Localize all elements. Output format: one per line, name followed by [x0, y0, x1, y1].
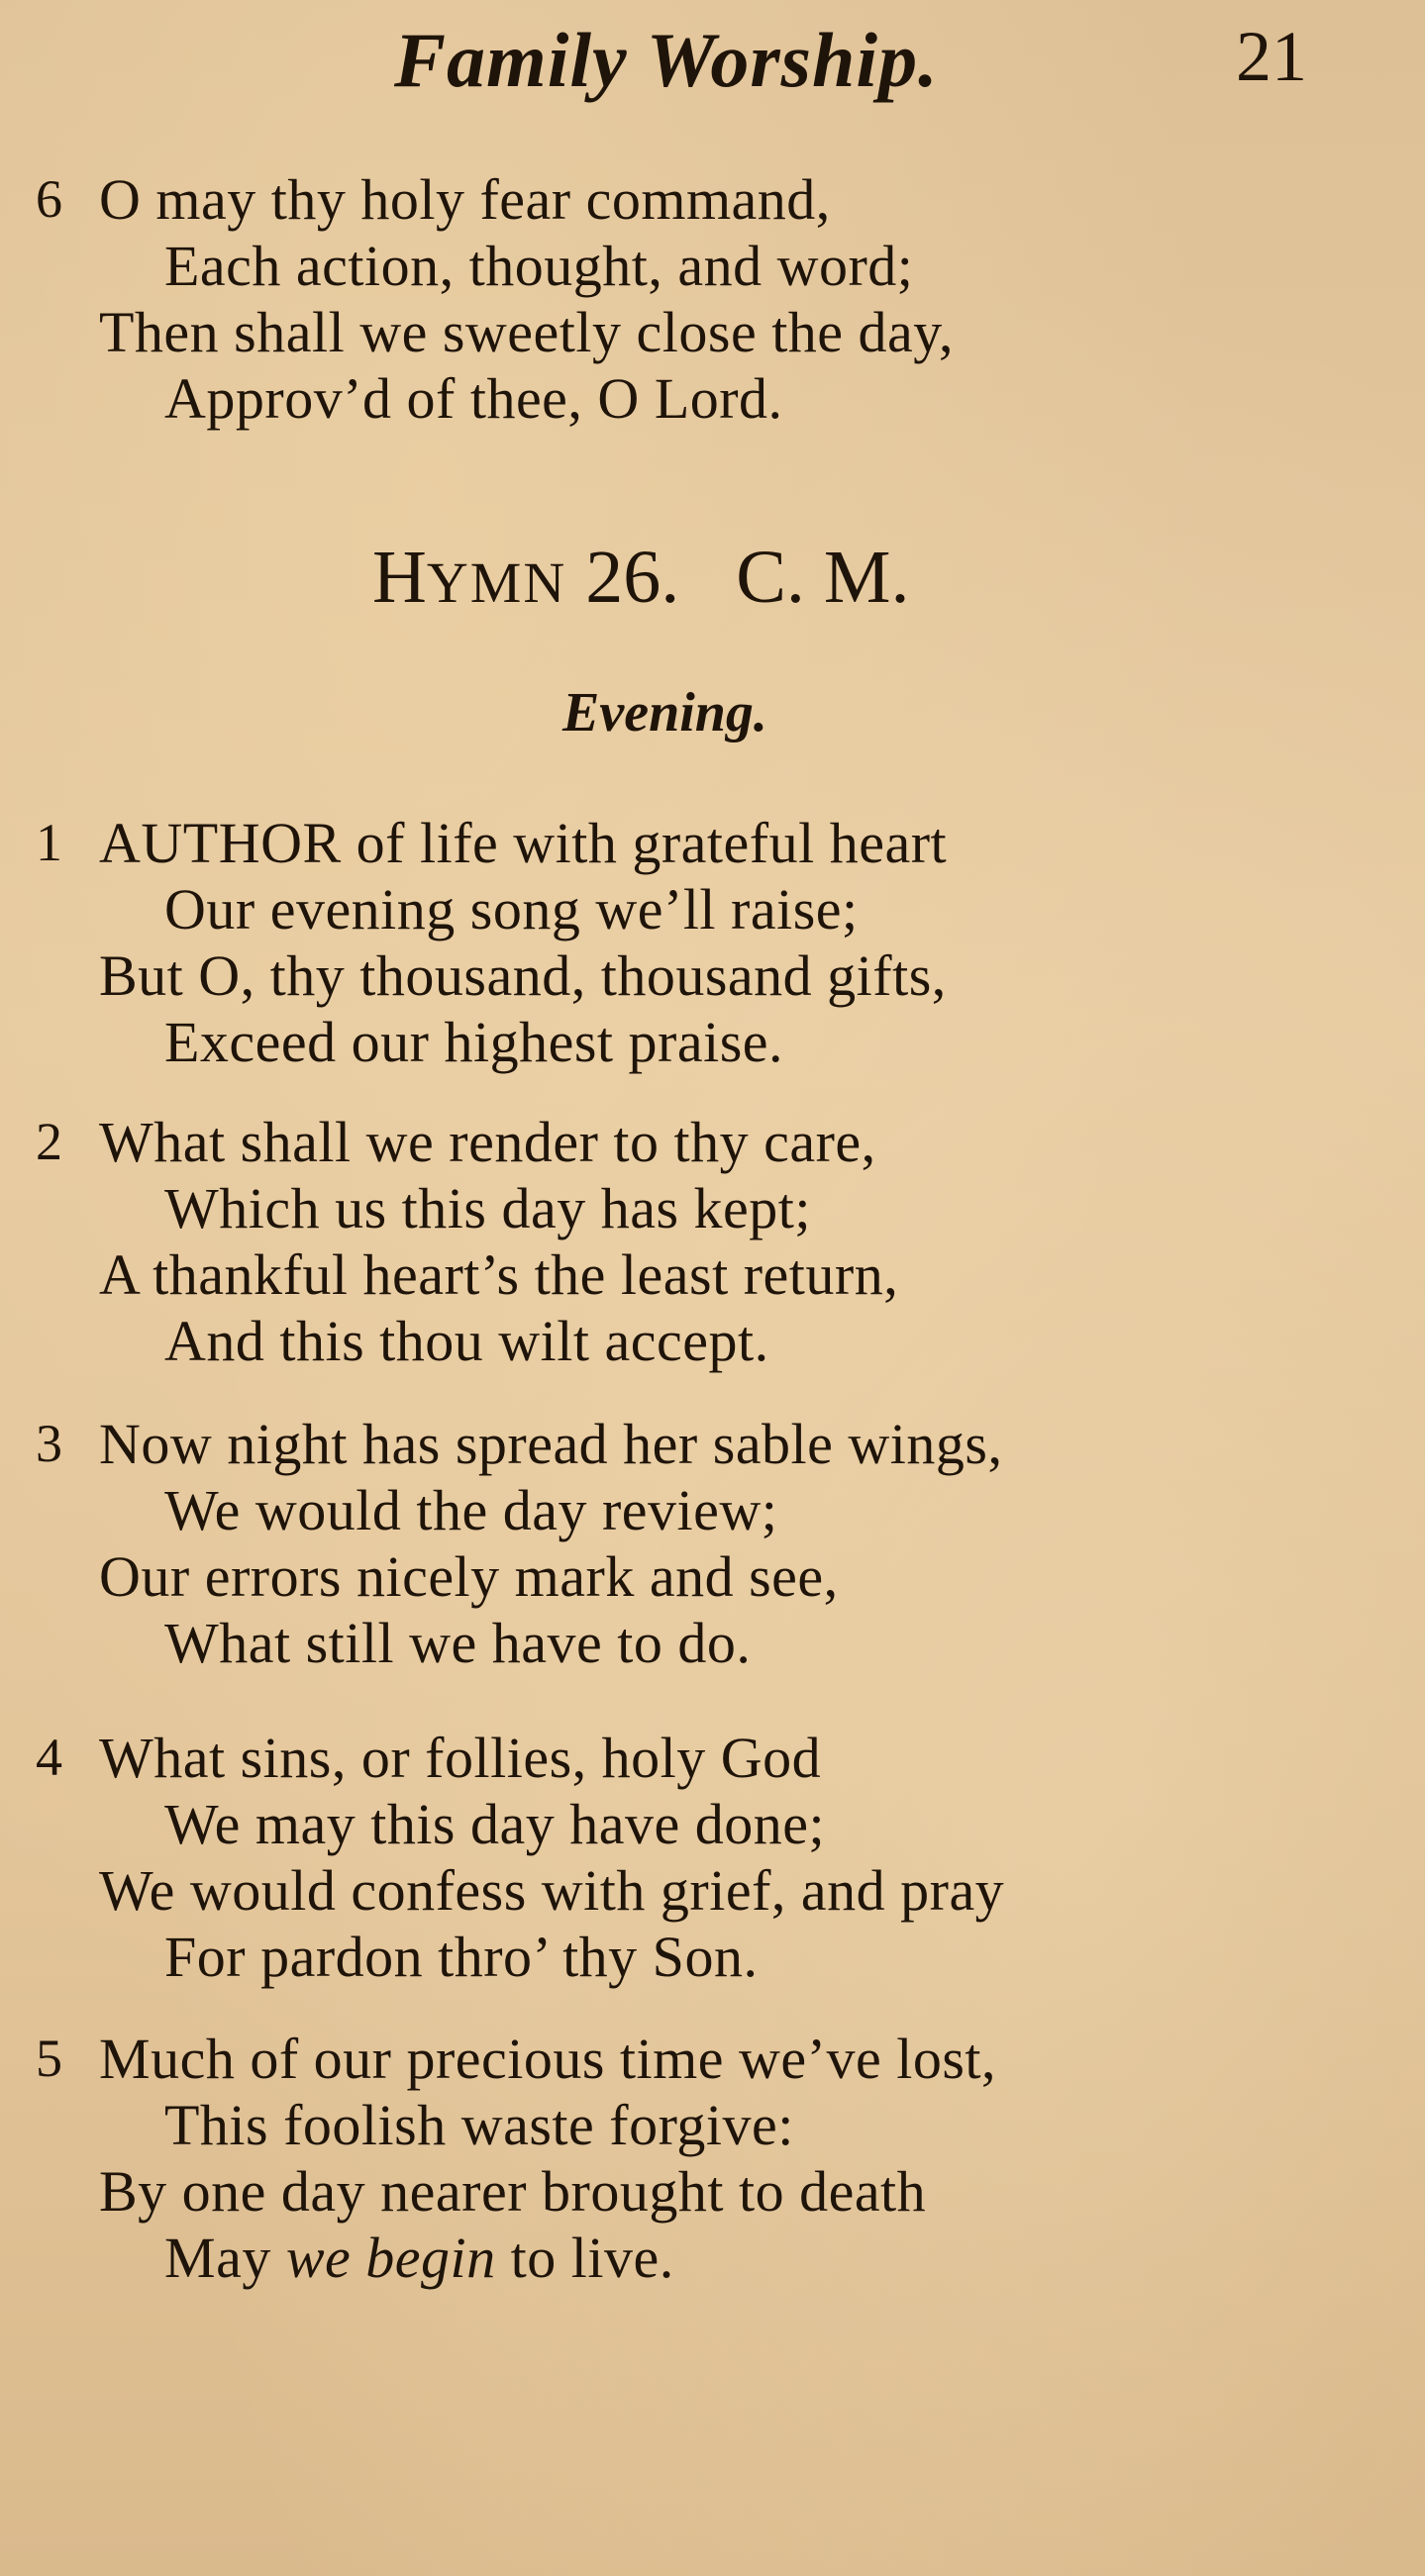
stanza-line: What sins, or follies, holy God — [99, 1726, 822, 1790]
stanza-line: But O, thy thousand, thousand gifts, — [99, 943, 947, 1008]
stanza-line: By one day nearer brought to death — [99, 2159, 927, 2224]
stanza-number: 1 — [36, 813, 62, 872]
stanza-line: What still we have to do. — [164, 1611, 752, 1675]
stanza-line: Exceed our highest praise. — [164, 1010, 784, 1074]
stanza-line: We may this day have done; — [164, 1792, 826, 1856]
running-header-title: Family Worship. — [394, 17, 939, 103]
stanza-line: Now night has spread her sable wings, — [99, 1412, 1003, 1476]
stanza-line: Much of our precious time we’ve lost, — [99, 2027, 997, 2091]
stanza-line: Which us this day has kept; — [164, 1176, 812, 1240]
stanza-number: 4 — [36, 1728, 62, 1787]
stanza-line: What shall we render to thy care, — [99, 1110, 876, 1174]
stanza-line: O may thy holy fear command, — [99, 167, 831, 232]
stanza-line: Our errors nicely mark and see, — [99, 1544, 839, 1609]
stanza-number: 6 — [36, 169, 62, 229]
stanza-number: 2 — [36, 1112, 62, 1171]
stanza-line: AUTHOR of life with grateful heart — [99, 811, 948, 875]
stanza-line: Then shall we sweetly close the day, — [99, 300, 955, 364]
hymn-heading — [372, 535, 910, 621]
stanza-line: We would the day review; — [164, 1478, 778, 1542]
stanza-line: A thankful heart’s the least return, — [99, 1242, 899, 1307]
hymn-subtitle: Evening. — [562, 682, 767, 743]
italic-emphasis: we begin — [285, 2226, 496, 2290]
hymn-word-rest: YMN — [426, 550, 567, 615]
line-text: to live. — [495, 2226, 674, 2290]
hymn-meter: C. M. — [736, 536, 910, 619]
stanza-line: We would confess with grief, and pray — [99, 1858, 1005, 1923]
stanza-line: This foolish waste forgive: — [164, 2093, 794, 2157]
stanza-line: Our evening song we’ll raise; — [164, 877, 859, 941]
page-number: 21 — [1236, 17, 1307, 96]
stanza-number: 3 — [36, 1414, 62, 1473]
stanza-line-last — [164, 2225, 674, 2291]
stanza-line: And this thou wilt accept. — [164, 1309, 769, 1373]
stanza-number: 5 — [36, 2029, 62, 2088]
stanza-line: Approv’d of thee, O Lord. — [164, 366, 783, 431]
hymn-number: 26. — [585, 536, 680, 619]
hymn-word-initial: H — [372, 536, 427, 619]
line-text: May — [164, 2226, 286, 2290]
stanza-line: For pardon thro’ thy Son. — [164, 1925, 759, 1989]
stanza-line: Each action, thought, and word; — [164, 234, 914, 298]
